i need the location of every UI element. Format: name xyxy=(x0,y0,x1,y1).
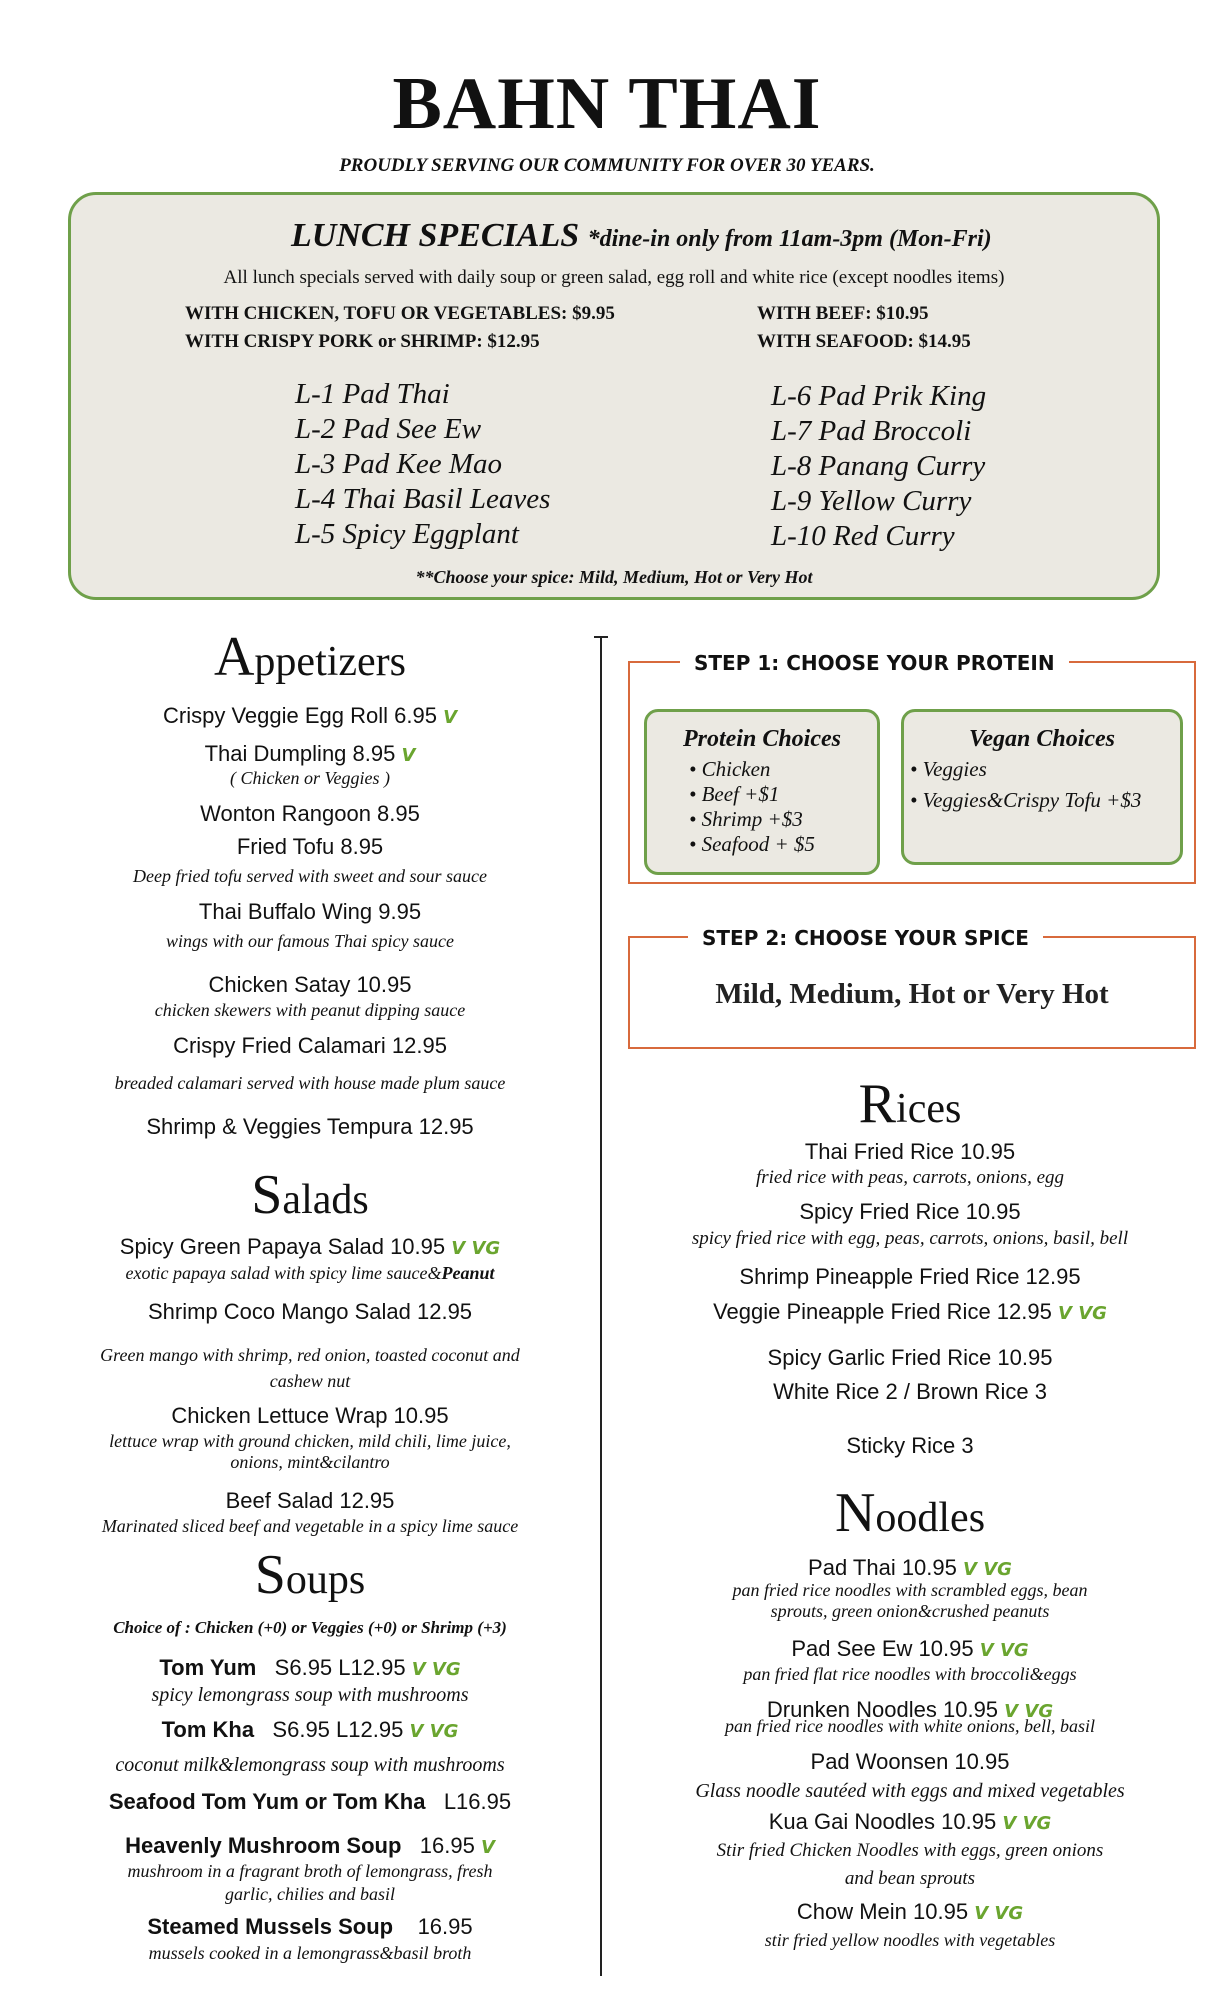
spice-note: **Choose your spice: Mild, Medium, Hot or Very Hot xyxy=(415,567,813,587)
appetizer-dumpling xyxy=(30,741,590,767)
vegetarian-icon: V xyxy=(401,745,416,766)
tagline: PROUDLY SERVING OUR COMMUNITY FOR OVER 30 YEARS. xyxy=(339,155,875,176)
appetizer-egg-roll-label: Crispy Veggie Egg Roll 6.95 xyxy=(163,703,437,728)
appetizer-calamari: Crispy Fried Calamari 12.95 xyxy=(173,1033,447,1058)
salad-lettuce-wrap-desc-2: onions, mint&cilantro xyxy=(230,1452,390,1472)
salad-papaya-desc-text: exotic papaya salad with spicy lime sauce& xyxy=(125,1263,442,1283)
soup-mussels xyxy=(30,1914,590,1940)
soups-heading-rest: oups xyxy=(285,1557,366,1603)
salads-heading-rest: alads xyxy=(282,1177,369,1223)
lunch-item-l7: L-7 Pad Broccoli xyxy=(771,415,972,447)
soup-tom-kha xyxy=(30,1717,590,1743)
veg-v-mark: V xyxy=(1004,1701,1019,1722)
appetizer-buffalo-wing: Thai Buffalo Wing 9.95 xyxy=(198,899,422,924)
salad-papaya xyxy=(30,1234,590,1260)
noodle-drunken-desc: pan fried rice noodles with white onions, bell, basil xyxy=(725,1716,1095,1736)
soup-mussels-desc: mussels cooked in a lemongrass&basil broth xyxy=(148,1943,472,1963)
rices-heading xyxy=(620,1072,1200,1136)
lunch-item-l8: L-8 Panang Curry xyxy=(771,450,986,482)
vegan-choices-box xyxy=(901,709,1183,865)
step1-label: STEP 1: CHOOSE YOUR PROTEIN xyxy=(680,651,1069,675)
appetizer-egg-roll xyxy=(30,703,590,729)
soup-mushroom-desc-2: garlic, chilies and basil xyxy=(225,1884,395,1904)
lunch-item-l9: L-9 Yellow Curry xyxy=(771,485,972,517)
appetizer-satay-desc: chicken skewers with peanut dipping sauce xyxy=(154,1000,466,1020)
veg-vg-mark: VG xyxy=(983,1559,1012,1580)
noodles-heading xyxy=(620,1481,1200,1545)
step2-label: STEP 2: CHOOSE YOUR SPICE xyxy=(688,926,1043,950)
vegetarian-icon: V xyxy=(480,1837,495,1858)
appetizer-satay: Chicken Satay 10.95 xyxy=(208,972,412,997)
appetizer-buffalo-wing-desc: wings with our famous Thai spicy sauce xyxy=(165,931,454,951)
salad-coco-mango-desc-2: cashew nut xyxy=(269,1371,351,1391)
rice-spicy-fried-desc: spicy fried rice with egg, peas, carrots, onions, basil, bell xyxy=(691,1228,1129,1249)
noodle-kua-gai-label: Kua Gai Noodles 10.95 xyxy=(768,1809,997,1834)
soup-mushroom-price: 16.95 xyxy=(419,1833,475,1858)
lunch-item-l3: L-3 Pad Kee Mao xyxy=(295,448,502,480)
restaurant-title: BAHN THAI xyxy=(392,63,822,145)
protein-chicken[interactable]: • Chicken xyxy=(689,757,771,781)
lunch-item-l2: L-2 Pad See Ew xyxy=(295,413,482,445)
noodle-kua-gai-desc-1: Stir fried Chicken Noodles with eggs, green onions xyxy=(716,1840,1104,1861)
veg-vg-mark: VG xyxy=(429,1721,459,1742)
lunch-note: All lunch specials served with daily soup or green salad, egg roll and white rice (except noodles items) xyxy=(223,267,1005,288)
noodle-woonsen: Pad Woonsen 10.95 xyxy=(810,1749,1010,1774)
vegan-icon xyxy=(1058,1303,1107,1324)
rice-spicy-fried: Spicy Fried Rice 10.95 xyxy=(799,1199,1021,1224)
lunch-item-l1: L-1 Pad Thai xyxy=(295,378,450,410)
lunch-item-l10: L-10 Red Curry xyxy=(771,520,955,552)
price-beef: WITH BEEF: $10.95 xyxy=(757,303,929,324)
salads-heading-cap: S xyxy=(251,1164,283,1226)
protein-shrimp[interactable]: • Shrimp +$3 xyxy=(689,807,803,831)
rices-heading-cap: R xyxy=(858,1073,897,1135)
soup-tom-yum-name: Tom Yum xyxy=(159,1655,257,1680)
salads-heading xyxy=(30,1163,590,1227)
soup-tom-kha-desc: coconut milk&lemongrass soup with mushrooms xyxy=(115,1754,505,1776)
veg-vg-mark: VG xyxy=(471,1238,501,1259)
veg-v-mark: V xyxy=(963,1559,977,1580)
appetizer-dumpling-label: Thai Dumpling 8.95 xyxy=(204,741,396,766)
soup-mushroom-name: Heavenly Mushroom Soup xyxy=(125,1833,402,1858)
soups-heading xyxy=(30,1543,590,1607)
rice-veggie-pineapple-label: Veggie Pineapple Fried Rice 12.95 xyxy=(713,1299,1052,1324)
noodle-chow-mein-desc: stir fried yellow noodles with vegetables xyxy=(764,1930,1056,1950)
soup-mussels-name: Steamed Mussels Soup xyxy=(147,1914,394,1939)
veg-vg-mark: VG xyxy=(1022,1813,1052,1834)
noodle-pad-see-ew-desc: pan fried flat rice noodles with broccoli&eggs xyxy=(743,1664,1077,1684)
vegan-icon xyxy=(963,1559,1012,1580)
protein-choices-title: Protein Choices xyxy=(682,726,841,752)
price-pork-shrimp: WITH CRISPY PORK or SHRIMP: $12.95 xyxy=(185,331,540,352)
noodle-pad-see-ew-label: Pad See Ew 10.95 xyxy=(791,1636,974,1661)
rices-heading-rest: ices xyxy=(896,1086,962,1132)
soup-tom-yum xyxy=(30,1655,590,1681)
veg-vg-mark: VG xyxy=(999,1640,1029,1661)
appetizer-fried-tofu-desc: Deep fried tofu served with sweet and sour sauce xyxy=(133,866,487,886)
veg-vg-mark: VG xyxy=(994,1903,1024,1924)
price-seafood: WITH SEAFOOD: $14.95 xyxy=(757,331,971,352)
soup-tom-kha-name: Tom Kha xyxy=(161,1717,255,1742)
noodles-heading-cap: N xyxy=(834,1482,876,1544)
appetizer-fried-tofu: Fried Tofu 8.95 xyxy=(236,834,384,859)
noodle-pad-thai-label: Pad Thai 10.95 xyxy=(808,1555,957,1580)
lunch-title-hours: *dine-in only from 11am-3pm (Mon-Fri) xyxy=(587,226,992,252)
veg-vg-mark: VG xyxy=(1078,1303,1107,1324)
appetizer-calamari-desc: breaded calamari served with house made plum sauce xyxy=(114,1073,506,1093)
vegan-veggies-tofu[interactable]: • Veggies&Crispy Tofu +$3 xyxy=(910,788,1142,812)
rice-thai-fried: Thai Fried Rice 10.95 xyxy=(804,1139,1016,1164)
noodle-drunken-label: Drunken Noodles 10.95 xyxy=(766,1697,999,1722)
soup-tom-yum-price: S6.95 L12.95 xyxy=(274,1655,406,1680)
rice-spicy-garlic: Spicy Garlic Fried Rice 10.95 xyxy=(767,1345,1053,1370)
vegan-choices-title: Vegan Choices xyxy=(968,726,1115,752)
veg-v-mark: V xyxy=(1057,1303,1072,1324)
protein-choices-box xyxy=(644,709,880,875)
soup-seafood xyxy=(30,1789,590,1815)
salad-lettuce-wrap-desc-1: lettuce wrap with ground chicken, mild chili, lime juice, xyxy=(109,1431,511,1451)
soups-heading-cap: S xyxy=(254,1544,286,1606)
veg-v-mark: V xyxy=(974,1903,989,1924)
salad-papaya-label: Spicy Green Papaya Salad 10.95 xyxy=(119,1234,446,1259)
appetizers-heading-rest: ppetizers xyxy=(254,639,407,685)
rice-veggie-pineapple xyxy=(620,1299,1200,1325)
lunch-item-l4: L-4 Thai Basil Leaves xyxy=(295,483,551,515)
noodle-pad-thai-desc-2: sprouts, green onion&crushed peanuts xyxy=(770,1601,1050,1621)
column-divider-cap xyxy=(594,636,608,638)
appetizers-heading-cap: A xyxy=(213,626,255,688)
appetizer-dumpling-desc: ( Chicken or Veggies ) xyxy=(230,768,390,788)
soup-mussels-price: 16.95 xyxy=(417,1914,473,1939)
protein-beef[interactable]: • Beef +$1 xyxy=(689,782,780,806)
soup-seafood-price: L16.95 xyxy=(443,1789,512,1814)
soups-choice: Choice of : Chicken (+0) or Veggies (+0) or Shrimp (+3) xyxy=(113,1618,507,1637)
noodle-woonsen-desc: Glass noodle sautéed with eggs and mixed vegetables xyxy=(695,1780,1125,1802)
price-chicken-tofu-veg: WITH CHICKEN, TOFU OR VEGETABLES: $9.95 xyxy=(185,303,615,324)
rice-sticky: Sticky Rice 3 xyxy=(846,1433,974,1458)
spice-levels[interactable]: Mild, Medium, Hot or Very Hot xyxy=(715,978,1109,1010)
vegan-icon xyxy=(974,1903,1023,1924)
veg-v-mark: V xyxy=(411,1659,426,1680)
appetizer-wonton: Wonton Rangoon 8.95 xyxy=(200,801,420,826)
noodle-kua-gai xyxy=(620,1809,1200,1835)
salad-coco-mango: Shrimp Coco Mango Salad 12.95 xyxy=(147,1299,473,1324)
veg-v-mark: V xyxy=(451,1238,466,1259)
vegan-icon xyxy=(409,1721,458,1742)
lunch-item-l5: L-5 Spicy Eggplant xyxy=(295,518,519,550)
salad-coco-mango-desc-1: Green mango with shrimp, red onion, toasted coconut and xyxy=(100,1345,520,1365)
noodle-kua-gai-desc-2: and bean sprouts xyxy=(844,1868,976,1889)
noodle-pad-see-ew xyxy=(620,1636,1200,1662)
salad-papaya-desc xyxy=(30,1263,590,1284)
lunch-item-l6: L-6 Pad Prik King xyxy=(771,380,987,412)
rice-white-brown: White Rice 2 / Brown Rice 3 xyxy=(773,1379,1047,1404)
salad-beef: Beef Salad 12.95 xyxy=(225,1488,395,1513)
salad-papaya-desc-peanut: Peanut xyxy=(441,1263,495,1283)
soup-tom-kha-price: S6.95 L12.95 xyxy=(272,1717,404,1742)
lunch-title-main: LUNCH SPECIALS xyxy=(291,217,580,254)
soup-seafood-name: Seafood Tom Yum or Tom Kha xyxy=(108,1789,426,1814)
protein-seafood[interactable]: • Seafood + $5 xyxy=(689,832,815,856)
rice-thai-fried-desc: fried rice with peas, carrots, onions, egg xyxy=(755,1167,1065,1188)
soup-tom-yum-desc: spicy lemongrass soup with mushrooms xyxy=(151,1684,469,1706)
noodle-pad-thai-desc-1: pan fried rice noodles with scrambled eggs, bean xyxy=(732,1580,1088,1600)
vegan-icon xyxy=(412,1659,461,1680)
appetizer-tempura: Shrimp & Veggies Tempura 12.95 xyxy=(146,1114,474,1139)
veg-vg-mark: VG xyxy=(431,1659,461,1680)
lunch-specials-title xyxy=(291,217,992,255)
noodle-pad-thai xyxy=(620,1555,1200,1581)
appetizers-heading xyxy=(30,625,590,689)
vegan-icon xyxy=(980,1640,1029,1661)
veg-vg-mark: VG xyxy=(1024,1701,1054,1722)
veg-v-mark: V xyxy=(979,1640,994,1661)
lunch-specials-box xyxy=(68,192,1160,600)
veg-v-mark: V xyxy=(1002,1813,1017,1834)
vegan-icon xyxy=(451,1238,500,1259)
noodles-heading-rest: oodles xyxy=(875,1495,986,1541)
noodle-chow-mein xyxy=(620,1899,1200,1925)
soup-mushroom-desc-1: mushroom in a fragrant broth of lemongrass, fresh xyxy=(127,1861,493,1881)
rice-shrimp-pineapple: Shrimp Pineapple Fried Rice 12.95 xyxy=(739,1264,1081,1289)
salad-beef-desc: Marinated sliced beef and vegetable in a spicy lime sauce xyxy=(101,1516,519,1536)
salad-lettuce-wrap: Chicken Lettuce Wrap 10.95 xyxy=(171,1403,449,1428)
vegan-icon xyxy=(1002,1813,1051,1834)
vegetarian-icon: V xyxy=(443,707,457,728)
column-divider xyxy=(600,636,602,1976)
veg-v-mark: V xyxy=(409,1721,424,1742)
vegan-veggies[interactable]: • Veggies xyxy=(910,757,987,781)
soup-mushroom xyxy=(30,1833,590,1859)
noodle-chow-mein-label: Chow Mein 10.95 xyxy=(796,1899,969,1924)
